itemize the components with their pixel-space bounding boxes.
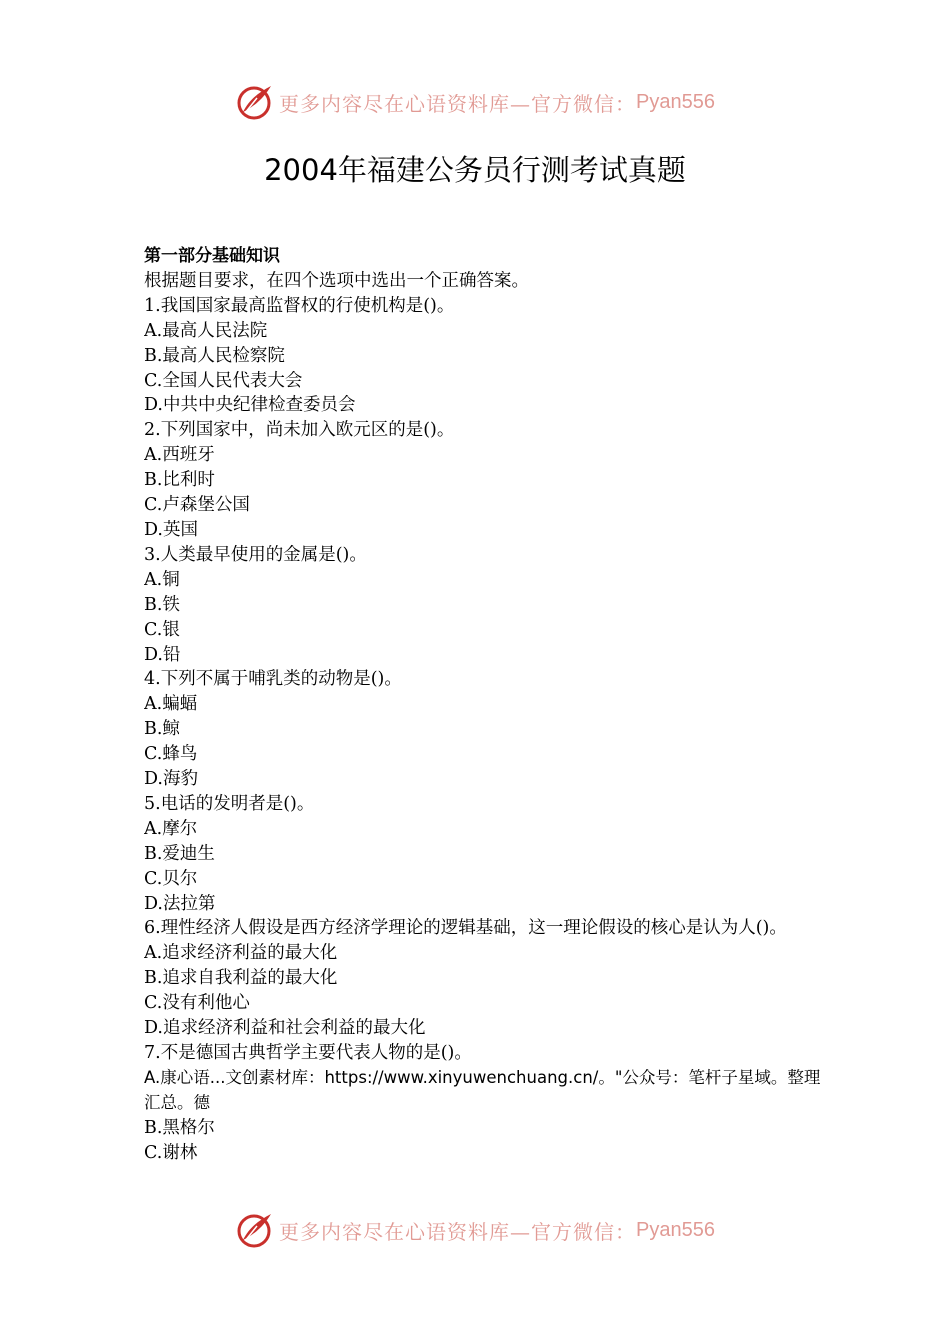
question-stem: 4.下列不属于哺乳类的动物是()。 [144, 669, 402, 690]
answer-option: A.铜 [144, 569, 180, 590]
banner-slogan: 更多内容尽在心语资料库—官方微信： [279, 91, 637, 116]
question-stem: 3.人类最早使用的金属是()。 [144, 544, 367, 565]
answer-option: B.比利时 [144, 470, 215, 491]
answer-option: A.蝙蝠 [144, 694, 198, 715]
answer-option: A.康心语...文创素材库：https://www.xinyuwenchuang.cn/。"公众号：笔杆子星域。整理汇总。德 [144, 1067, 821, 1112]
answer-option: C.蜂鸟 [144, 744, 198, 765]
quill-logo-icon [235, 82, 275, 122]
answer-option: B.爱迪生 [144, 843, 215, 864]
document-body [144, 244, 824, 1166]
answer-option: B.铁 [144, 594, 180, 615]
answer-option: B.追求自我利益的最大化 [144, 968, 338, 989]
answer-option: B.最高人民检察院 [144, 345, 285, 366]
answer-option: A.最高人民法院 [144, 320, 268, 341]
answer-option: D.铅 [144, 644, 181, 665]
answer-option: C.谢林 [144, 1142, 198, 1163]
banner-wechat-id: Pyan556 [636, 1218, 715, 1241]
question-stem: 5.电话的发明者是()。 [144, 793, 315, 814]
page-title: 2004年福建公务员行测考试真题 [264, 153, 686, 187]
answer-option: D.法拉第 [144, 893, 216, 914]
footer-watermark-banner [0, 1208, 950, 1252]
section-heading: 第一部分基础知识 [144, 246, 280, 266]
answer-option: D.海豹 [144, 769, 198, 790]
question-stem: 6.理性经济人假设是西方经济学理论的逻辑基础，这一理论假设的核心是认为人()。 [144, 918, 787, 939]
answer-option: C.银 [144, 619, 180, 640]
question-stem: 1.我国国家最高监督权的行使机构是()。 [144, 295, 455, 316]
answer-option: C.卢森堡公国 [144, 495, 250, 516]
answer-option: C.全国人民代表大会 [144, 370, 303, 391]
banner-slogan: 更多内容尽在心语资料库—官方微信： [279, 1219, 637, 1244]
answer-option: B.黑格尔 [144, 1117, 215, 1138]
question-stem: 7.不是德国古典哲学主要代表人物的是()。 [144, 1043, 472, 1063]
answer-option: B.鲸 [144, 719, 180, 740]
instruction-text: 根据题目要求，在四个选项中选出一个正确答案。 [144, 270, 529, 291]
header-watermark-banner [0, 80, 950, 124]
answer-option: D.中共中央纪律检查委员会 [144, 395, 356, 416]
answer-option: C.没有利他心 [144, 993, 250, 1014]
answer-option: D.追求经济利益和社会利益的最大化 [144, 1018, 426, 1039]
question-stem: 2.下列国家中，尚未加入欧元区的是()。 [144, 420, 455, 441]
banner-wechat-id: Pyan556 [636, 90, 715, 113]
answer-option: A.摩尔 [144, 818, 198, 839]
quill-logo-icon [235, 1210, 275, 1250]
answer-option: C.贝尔 [144, 868, 198, 889]
answer-option: A.追求经济利益的最大化 [144, 943, 338, 964]
answer-option: A.西班牙 [144, 445, 215, 466]
answer-option: D.英国 [144, 519, 198, 540]
